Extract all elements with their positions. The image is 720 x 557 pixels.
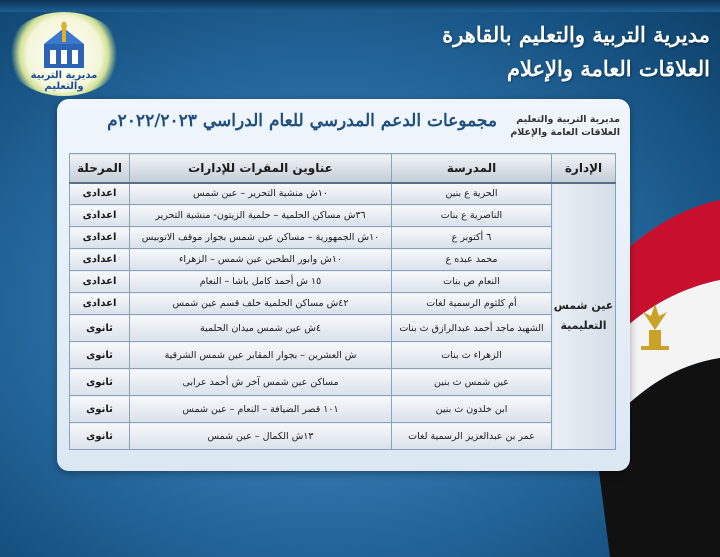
top-band (0, 0, 720, 12)
card-subtitle-line2: العلاقات العامة والإعلام (510, 127, 620, 138)
directorate-title: مديرية التربية والتعليم بالقاهرة (442, 22, 710, 47)
building-logo-icon (42, 22, 86, 70)
cell-address: ١٣ش الكمال – عين شمس (130, 423, 392, 450)
cell-school: ابن خلدون ث بنين (392, 396, 552, 423)
cell-address: ٣٦ش مساكن الحلمية – حلمية الزيتون- منشية التحرير (130, 205, 392, 227)
cell-stage: اعدادى (70, 271, 130, 293)
cell-stage: ثانوى (70, 423, 130, 450)
table-row (70, 271, 616, 293)
cell-stage: اعدادى (70, 183, 130, 205)
cell-school: أم كلثوم الرسمية لغات (392, 293, 552, 315)
card-subtitle-line1: مديرية التربية والتعليم (516, 114, 620, 125)
table-row (70, 342, 616, 369)
cell-address: ١٠ش وابور الطحين عين شمس – الزهراء (130, 249, 392, 271)
schools-table (69, 153, 616, 450)
cell-stage: اعدادى (70, 227, 130, 249)
cell-stage: ثانوى (70, 315, 130, 342)
cell-admin: عين شمس التعليمية (552, 183, 616, 450)
cell-stage: ثانوى (70, 342, 130, 369)
cell-school: الحرية ع بنين (392, 183, 552, 205)
card-title: مجموعات الدعم المدرسي للعام الدراسي ٢٠٢٢/٢٠٢٣م (107, 111, 497, 131)
cell-school: عمر بن عبدالعزيز الرسمية لغات (392, 423, 552, 450)
table-row (70, 369, 616, 396)
table-row (70, 205, 616, 227)
table-row (70, 396, 616, 423)
header-address: عناوين المقرات للإدارات (130, 154, 392, 183)
header-school: المدرسة (392, 154, 552, 183)
table-row (70, 227, 616, 249)
directorate-logo (6, 12, 122, 96)
cell-address: ٤ش عين شمس ميدان الحلمية (130, 315, 392, 342)
cell-school: النعام ص بنات (392, 271, 552, 293)
table-row (70, 423, 616, 450)
cell-school: محمد عبده ع (392, 249, 552, 271)
logo-name: مديرية التربية والتعليم (30, 70, 98, 92)
cell-stage: ثانوى (70, 369, 130, 396)
cell-stage: اعدادى (70, 249, 130, 271)
cell-address: ش العشرين – بجوار المقابر عين شمس الشرقية (130, 342, 392, 369)
cell-address: مساكن عين شمس آخر ش أحمد عرابى (130, 369, 392, 396)
table-row (70, 183, 616, 205)
cell-school: عين شمس ث بنين (392, 369, 552, 396)
table-row (70, 315, 616, 342)
table-row (70, 293, 616, 315)
table-row (70, 249, 616, 271)
table-body (70, 183, 616, 450)
cell-address: ١٠ش الجمهورية – مساكن عين شمس بجوار موقف الاتوبيس (130, 227, 392, 249)
department-title: العلاقات العامة والإعلام (506, 56, 710, 81)
schedule-card (57, 99, 630, 471)
header-admin: الإدارة (552, 154, 616, 183)
cell-stage: ثانوى (70, 396, 130, 423)
cell-address: ٤٢ش مساكن الحلمية خلف قسم عين شمس (130, 293, 392, 315)
cell-address: ١٠١ قصر الضيافة – النعام – عين شمس (130, 396, 392, 423)
cell-school: الشهيد ماجد أحمد عبدالرازق ث بنات (392, 315, 552, 342)
cell-address: ١٠ش منشية التحرير – عين شمس (130, 183, 392, 205)
table-header-row (70, 154, 616, 183)
cell-stage: اعدادى (70, 293, 130, 315)
card-subtitle (510, 113, 620, 139)
cell-stage: اعدادى (70, 205, 130, 227)
cell-school: ٦ أكتوبر ع (392, 227, 552, 249)
header-stage: المرحلة (70, 154, 130, 183)
cell-address: ١٥ ش أحمد كامل باشا – النعام (130, 271, 392, 293)
cell-school: الناصرية ع بنات (392, 205, 552, 227)
cell-school: الزهراء ث بنات (392, 342, 552, 369)
